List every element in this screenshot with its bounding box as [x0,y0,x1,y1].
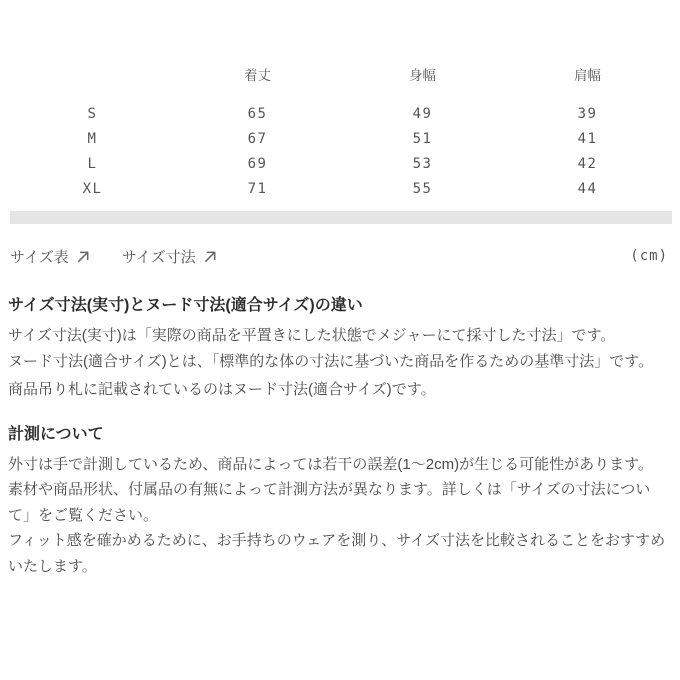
paragraph: ヌード寸法(適合サイズ)とは、「標準的な体の寸法に基づいた商品を作るための基準寸法」です。 [8,352,654,370]
size-table [0,0,680,202]
value-cell: 69 [247,156,268,172]
value-cell: 67 [247,131,268,147]
size-label: L [87,156,98,172]
size-info-content [0,296,680,579]
value-cell: 71 [247,181,268,197]
table-header-row [10,64,670,88]
links-row [10,246,668,266]
value-cell: 65 [247,106,268,122]
section-heading-measurement: 計測について [8,425,104,443]
column-header-length: 着丈 [244,68,271,83]
size-label: S [87,106,98,122]
corner-cell [10,64,175,88]
size-measure-link-label: サイズ寸法 [121,248,196,266]
column-header-shoulder: 肩幅 [574,68,601,83]
value-cell: 39 [577,106,598,122]
value-cell: 51 [412,131,433,147]
table-row-l [10,152,670,177]
value-cell: 41 [577,131,598,147]
table-row-s [10,102,670,127]
value-cell: 53 [412,156,433,172]
paragraph: 外寸は手で計測しているため、商品によっては若干の誤差(1〜2cm)が生じる可能性があります。 [8,455,653,473]
size-label: XL [82,181,103,197]
size-measure-link[interactable] [122,246,217,267]
size-label: M [87,131,98,147]
value-cell: 49 [412,106,433,122]
paragraph: フィット感を確かめるために、お手持ちのウェアを測り、サイズ寸法を比較されることをおすすめいたします。 [8,532,666,575]
external-link-icon [77,250,90,263]
size-chart-link[interactable] [10,246,90,267]
value-cell: 44 [577,181,598,197]
column-header-width: 身幅 [409,68,436,83]
paragraph: サイズ寸法(実寸)は「実際の商品を平置きにした状態でメジャーにて採寸した寸法」です。 [8,327,616,344]
external-link-icon [204,250,217,263]
value-cell: 42 [577,156,598,172]
divider-bar [10,211,672,224]
paragraph: 商品吊り札に記載されているのはヌード寸法(適合サイズ)です。 [8,381,436,398]
table-row-m [10,127,670,152]
table-row-xl [10,177,670,202]
value-cell: 55 [412,181,433,197]
unit-label: (cm) [630,248,668,264]
size-chart-link-label: サイズ表 [10,248,69,266]
section-heading-difference: サイズ寸法(実寸)とヌード寸法(適合サイズ)の違い [8,297,363,314]
paragraph: 素材や商品形状、付属品の有無によって計測方法が異なります。詳しくは「サイズの寸法について」をご覧ください。 [8,481,651,524]
